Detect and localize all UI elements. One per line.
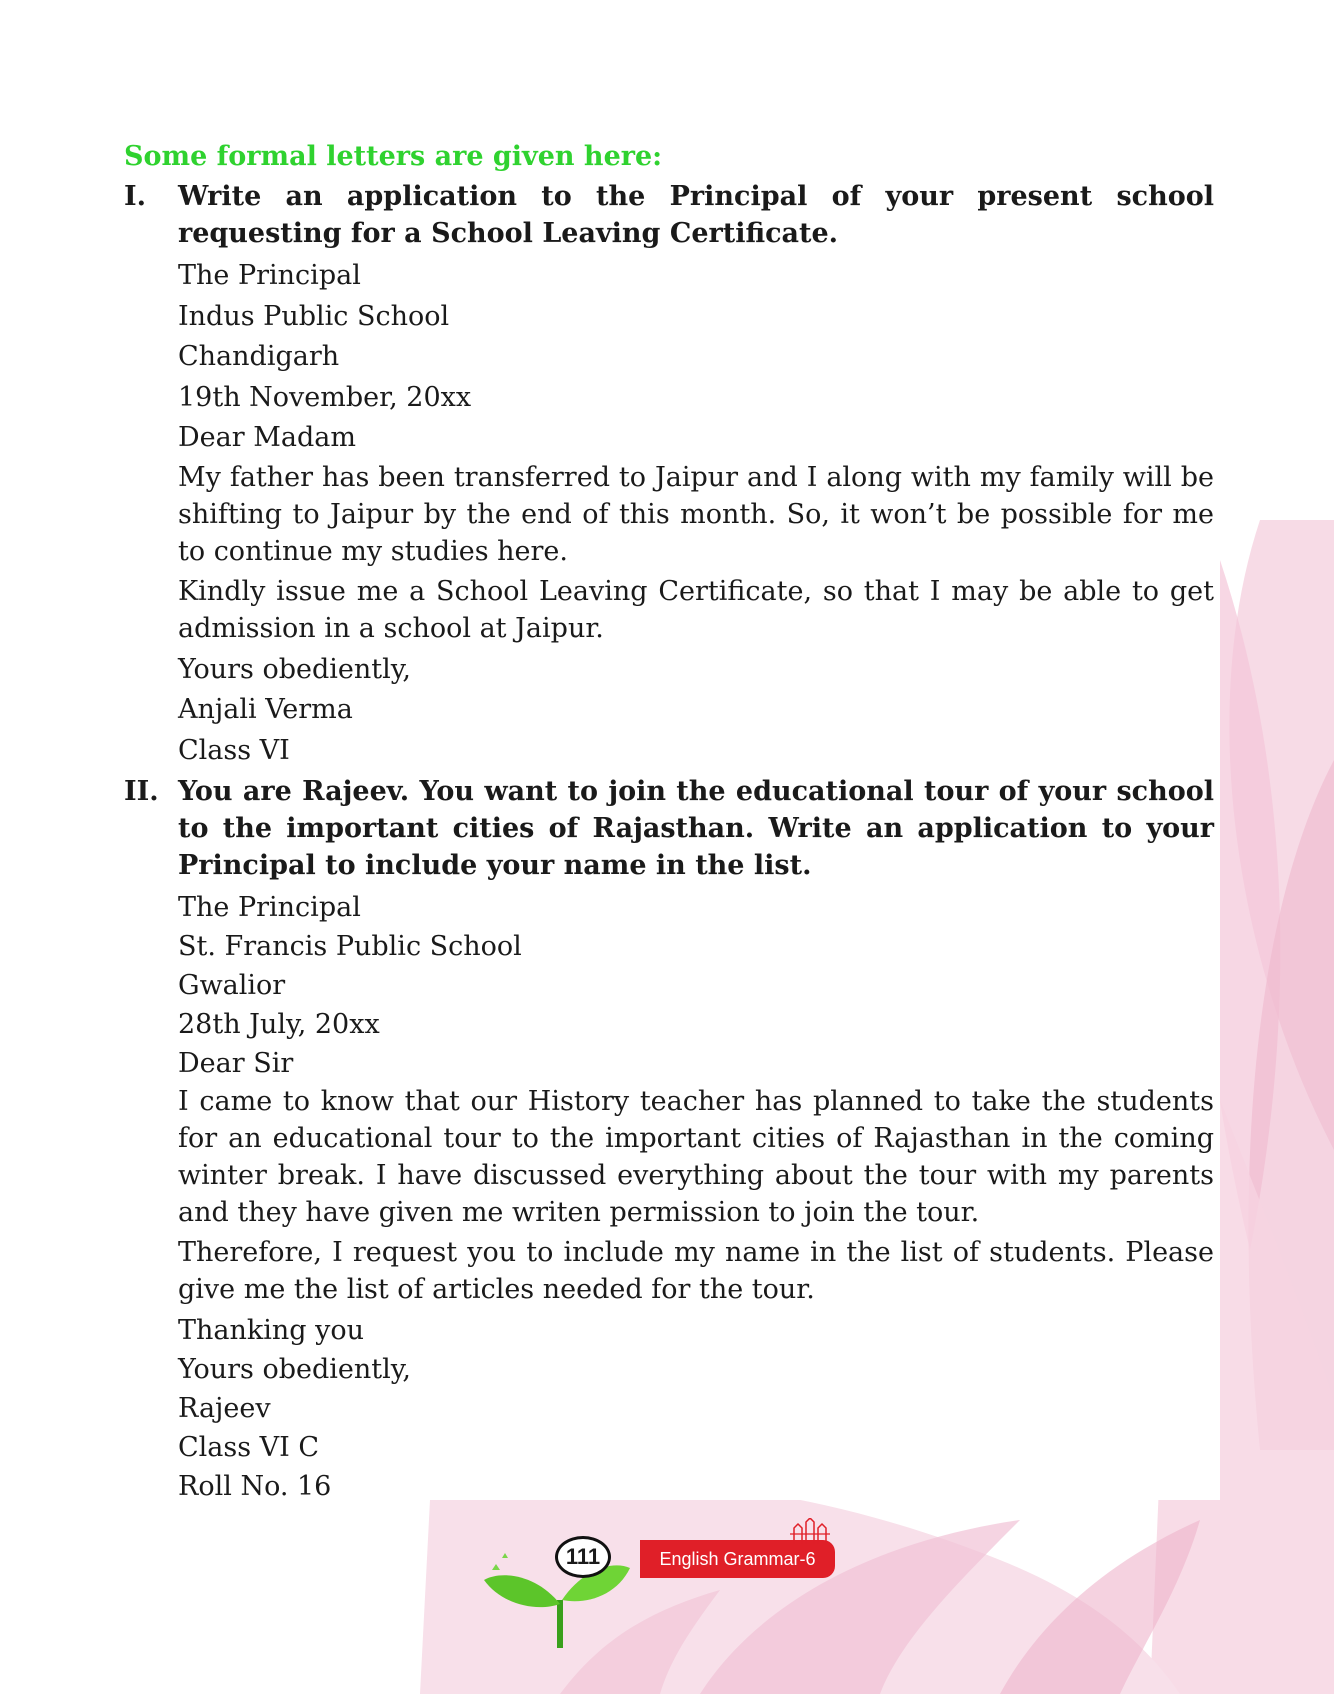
tower-icon [790,1518,830,1544]
section-heading: Some formal letters are given here: [124,141,663,172]
letter-item-1 [124,178,1214,771]
address-line: Chandigarh [178,341,340,372]
address-line: The Principal [178,260,361,291]
salutation: Dear Madam [178,422,356,453]
address-line: The Principal [178,892,361,923]
signature-roll: Roll No. 16 [178,1471,332,1502]
address-line: Indus Public School [178,300,450,332]
signature-name: Anjali Verma [178,694,353,725]
letter-item-2 [124,773,1214,1506]
page-content [124,138,1214,1506]
address-line: St. Francis Public School [178,931,522,962]
address-line: Gwalior [178,970,286,1001]
question-text: You are Rajeev. You want to join the educational tour of your school to the important cities of Rajasthan. Write an application to your Principal to include your name in the list. [178,776,1214,881]
question-text: Write an application to the Principal of your present school requesting for a School Leaving Certificate. [178,181,1214,249]
signature-class: Class VI C [178,1432,320,1463]
body-paragraph: I came to know that our History teacher has planned to take the students for an educational tour to the important cities of Rajasthan in the coming winter break. I have discussed everything about the tour with my parents and they have given me writen permission to join the tour. [178,1086,1214,1228]
letter-date: 28th July, 20xx [178,1009,380,1040]
body-paragraph: My father has been transferred to Jaipur and I along with my family will be shifting to Jaipur by the end of this month. So, it won’t be possible for me to continue my studies here. [178,461,1214,567]
body-paragraph: Kindly issue me a School Leaving Certificate, so that I may be able to get admission in a school at Jaipur. [178,575,1214,644]
item-number: II. [124,776,159,807]
book-title-ribbon: English Grammar-6 [640,1540,835,1578]
salutation: Dear Sir [178,1048,294,1079]
closing-line: Yours obediently, [178,653,412,685]
item-number: I. [124,181,147,212]
letter-date: 19th November, 20xx [178,381,472,413]
signature-name: Rajeev [178,1393,271,1424]
page-number: 111 [555,1536,611,1578]
body-paragraph: Therefore, I request you to include my name in the list of students. Please give me the list of articles needed for the tour. [178,1237,1214,1305]
closing-line: Thanking you [178,1315,365,1346]
closing-line: Yours obediently, [178,1354,412,1385]
signature-class: Class VI [178,734,290,766]
